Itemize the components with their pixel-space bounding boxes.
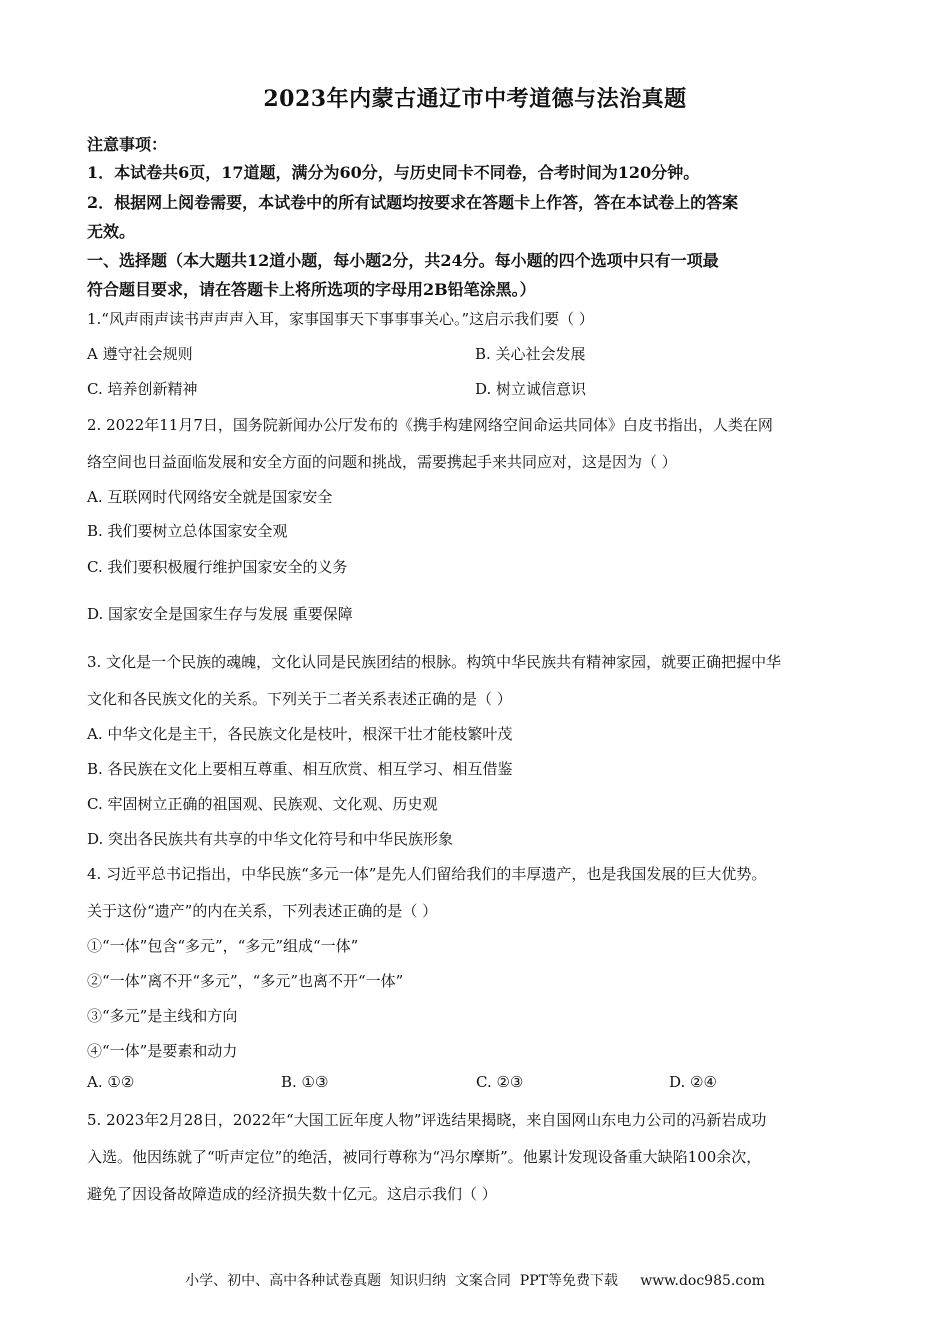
question-3-option-c: C. 牢固树立正确的祖国观、民族观、文化观、历史观 [87,795,438,813]
question-2-stem-line-2: 络空间也日益面临发展和安全方面的问题和挑战，需要携起手来共同应对，这是因为（ ） [87,453,677,471]
question-4-statement-3: ③“多元”是主线和方向 [87,1007,238,1025]
question-4-statement-4: ④“一体”是要素和动力 [87,1042,238,1060]
question-4-stem-line-1: 4. 习近平总书记指出，中华民族“多元一体”是先人们留给我们的丰厚遗产，也是我国发展的巨大优势。 [87,865,767,883]
section-1-heading-line-1: 一、选择题（本大题共12道小题，每小题2分，共24分。每小题的四个选项中只有一项最 [87,251,719,270]
question-1-option-a: A 遵守社会规则 [87,345,193,363]
question-3-option-b: B. 各民族在文化上要相互尊重、相互欣赏、相互学习、相互借鉴 [87,760,513,778]
question-3-stem-line-1: 3. 文化是一个民族的魂魄，文化认同是民族团结的根脉。构筑中华民族共有精神家园，就要正确把握中华 [87,653,782,671]
question-4-statement-2: ②“一体”离不开“多元”，“多元”也离不开“一体” [87,972,404,990]
page-footer: 小学、初中、高中各种试卷真题 知识归纳 文案合同 PPT等免费下载 www.doc985.com [185,1273,765,1289]
notes-heading: 注意事项： [87,135,168,154]
notes-item-2-line-1: 2．根据网上阅卷需要，本试卷中的所有试题均按要求在答题卡上作答，答在本试卷上的答案 [87,193,739,212]
page-title: 2023年内蒙古通辽市中考道德与法治真题 [263,86,687,112]
question-5-stem-line-1: 5. 2023年2月28日，2022年“大国工匠年度人物”评选结果揭晓，来自国网山东电力公司的冯新岩成功 [87,1111,767,1129]
question-2-stem-line-1: 2. 2022年11月7日，国务院新闻办公厅发布的《携手构建网络空间命运共同体》白皮书指出，人类在网 [87,416,773,434]
notes-item-2-line-2: 无效。 [87,222,136,241]
question-1-option-d: D. 树立诚信意识 [475,380,587,398]
question-2-option-c: C. 我们要积极履行维护国家安全的义务 [87,558,348,576]
question-4-option-c: C. ②③ [476,1073,524,1091]
question-4-option-b: B. ①③ [281,1073,329,1091]
question-4-option-a: A. ①② [87,1073,135,1091]
question-4-stem-line-2: 关于这份“遗产”的内在关系，下列表述正确的是（ ） [87,902,438,920]
question-3-stem-line-2: 文化和各民族文化的关系。下列关于二者关系表述正确的是（ ） [87,690,512,708]
question-5-stem-line-2: 入选。他因练就了“听声定位”的绝活，被同行尊称为“冯尔摩斯”。他累计发现设备重大缺陷100余次， [87,1148,762,1166]
question-4-option-d: D. ②④ [669,1073,717,1091]
section-1-heading-line-2: 符合题目要求，请在答题卡上将所选项的字母用2B铅笔涂黑。） [87,280,536,299]
question-2-option-a: A. 互联网时代网络安全就是国家安全 [87,488,333,506]
question-1-stem: 1.“风声雨声读书声声声入耳，家事国事天下事事事关心。”这启示我们要（ ） [87,310,594,328]
question-1-option-b: B. 关心社会发展 [475,345,586,363]
question-2-option-b: B. 我们要树立总体国家安全观 [87,522,288,540]
question-3-option-a: A. 中华文化是主干，各民族文化是枝叶，根深干壮才能枝繁叶茂 [87,725,513,743]
question-1-option-c: C. 培养创新精神 [87,380,198,398]
question-4-statement-1: ①“一体”包含“多元”，“多元”组成“一体” [87,937,359,955]
question-3-option-d: D. 突出各民族共有共享的中华文化符号和中华民族形象 [87,830,454,848]
notes-item-1: 1．本试卷共6页，17道题，满分为60分，与历史同卡不同卷，合考时间为120分钟。 [87,163,700,182]
question-5-stem-line-3: 避免了因设备故障造成的经济损失数十亿元。这启示我们（ ） [87,1185,497,1203]
question-2-option-d: D. 国家安全是国家生存与发展 重要保障 [87,605,353,623]
